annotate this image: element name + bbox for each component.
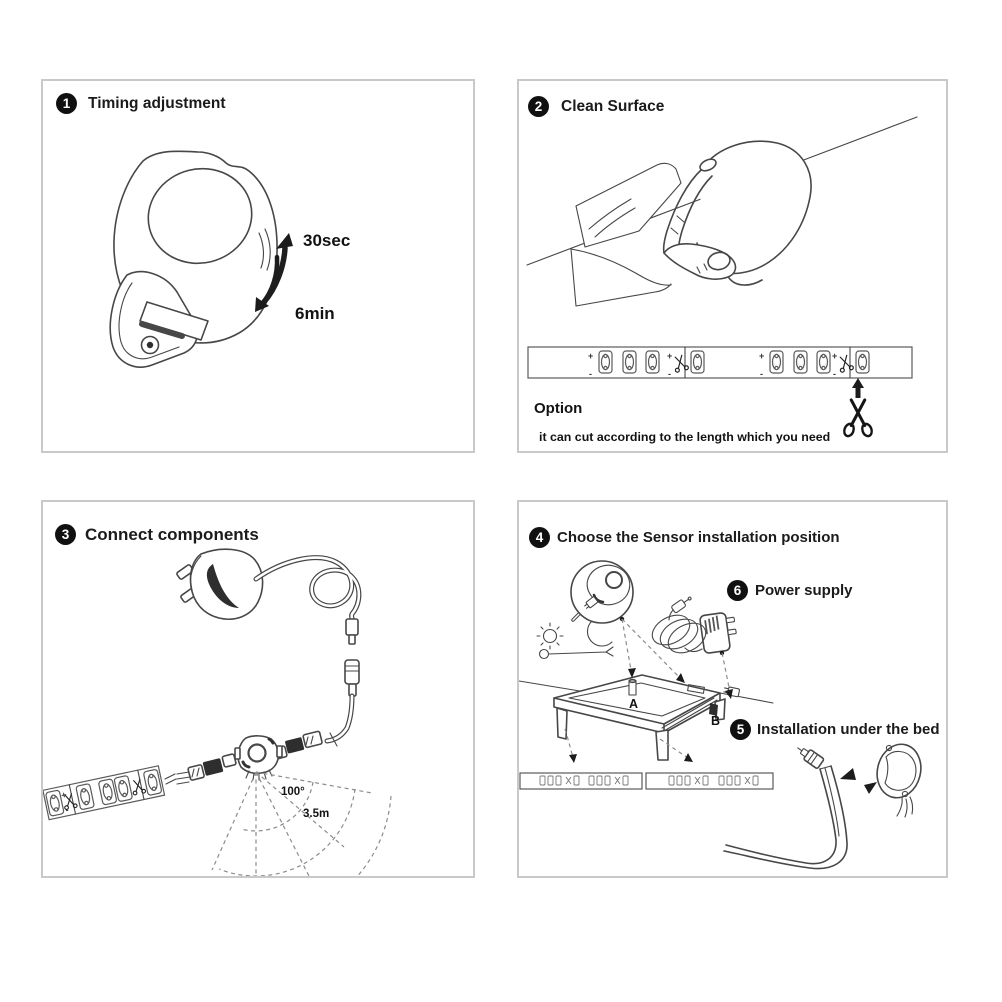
rotation-label-30sec: 30sec [303, 231, 351, 250]
arrow-icon [840, 768, 856, 780]
connect-components-illustration [43, 502, 473, 876]
sun-icon [537, 623, 563, 649]
panel-4-title: Choose the Sensor installation position [557, 529, 840, 546]
svg-text:+: + [832, 351, 838, 361]
svg-text:-: - [668, 369, 671, 379]
sensor-device [110, 151, 277, 367]
polarity-minus: - [589, 369, 592, 379]
step-5-number: 5 [736, 722, 745, 737]
svg-text:+: + [667, 351, 673, 361]
mounting-bracket [872, 740, 927, 817]
svg-text:-: - [760, 369, 763, 379]
svg-text:+: + [60, 789, 68, 801]
svg-text:+: + [759, 351, 765, 361]
install-under-bed-label: Installation under the bed [757, 721, 940, 738]
forearm [571, 249, 671, 306]
panel-3-title: Connect components [85, 525, 259, 544]
dc-connectors [273, 619, 359, 759]
timing-illustration [43, 81, 473, 451]
step-1-number: 1 [62, 96, 71, 111]
hand-wipe-drawing [527, 117, 917, 306]
moon-icon [587, 621, 612, 646]
step-6-number: 6 [733, 583, 742, 598]
svg-text:-: - [64, 804, 70, 815]
led-strip [528, 347, 912, 379]
detection-range-label: 3.5m [303, 808, 330, 820]
clean-surface-illustration [519, 81, 946, 451]
panel-2-title: Clean Surface [561, 98, 665, 115]
panel-timing-adjustment [41, 79, 475, 453]
step-3-number: 3 [61, 527, 70, 542]
rotation-label-6min: 6min [295, 304, 335, 323]
power-supply-label: Power supply [755, 582, 853, 599]
panel-installation-position [517, 500, 948, 878]
power-adapter-2 [647, 594, 738, 658]
power-adapter [176, 549, 262, 619]
led-strip-a [520, 773, 642, 789]
position-b-label: B [711, 714, 721, 728]
detection-angle-label: 100° [281, 786, 305, 798]
step-4-number: 4 [535, 530, 544, 545]
svg-text:-: - [833, 369, 836, 379]
panel-clean-surface [517, 79, 948, 453]
panel-connect-components [41, 500, 475, 878]
option-label: Option [534, 400, 583, 417]
dc-plug-cable [724, 743, 877, 869]
power-cord [256, 558, 359, 619]
strip-wires [165, 774, 176, 784]
polarity-plus: + [588, 351, 594, 361]
led-strip-with-plug [43, 754, 236, 820]
panel-1-title: Timing adjustment [88, 95, 226, 112]
bed-frame [519, 675, 773, 760]
plug-prongs [177, 772, 190, 784]
led-strip-b [646, 773, 773, 789]
magnified-sensor [571, 561, 633, 623]
cut-length-note: it can cut according to the length which you need [539, 430, 831, 444]
installation-illustration [519, 502, 946, 876]
position-a-label: A [629, 697, 639, 711]
step-2-number: 2 [534, 99, 543, 114]
big-scissors-icon [843, 400, 874, 437]
cut-arrow-icon [852, 378, 864, 398]
arrow-icon [864, 782, 877, 794]
